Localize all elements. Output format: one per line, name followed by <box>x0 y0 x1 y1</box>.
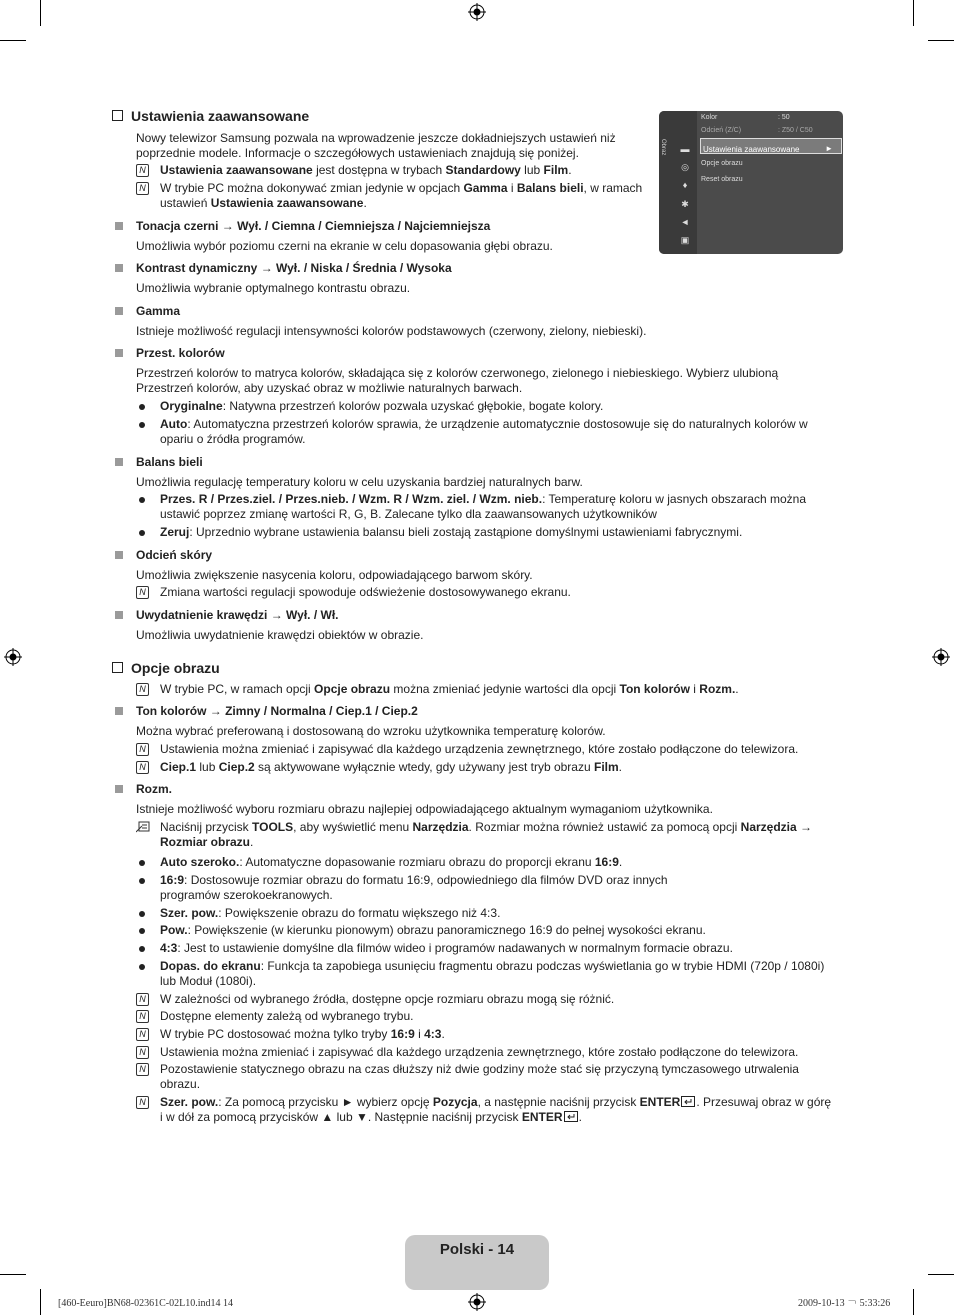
item-label-color-space: Przest. kolorów <box>136 346 225 360</box>
menu-sidebar <box>659 111 697 254</box>
square-bullet-icon <box>115 307 123 315</box>
note-tone-devices: N Ustawienia można zmieniać i zapisywać dla każdego urządzenia zewnętrznego, które zostało podłączone do telewizora. <box>136 742 836 757</box>
input-icon: ◄ <box>680 217 690 227</box>
setup-icon: ✱ <box>681 199 689 209</box>
square-bullet-icon <box>115 458 123 466</box>
note-size-devices: N Ustawienia można zmieniać i zapisywać dla każdego urządzenia zewnętrznego, które zostało podłączone do telewizora. <box>136 1045 836 1060</box>
item-label-dynamic-contrast: Kontrast dynamiczny → Wył. / Niska / Średnia / Wysoka <box>136 261 452 275</box>
item-desc-skin-tone: Umożliwia zwiększenie nasycenia koloru, odpowiadającego barwom skóry. <box>136 568 533 582</box>
square-bullet-icon <box>115 707 123 715</box>
note-advanced-modes: N Ustawienia zaawansowane jest dostępna w trybach Standardowy lub Film. <box>136 163 656 178</box>
bullet-zoom: Pow.: Powiększenie (w kierunku pionowym) obrazu panoramicznego 16:9 do pełnej wysokości ekranu. <box>136 923 836 938</box>
note-icon: N <box>136 743 149 756</box>
item-desc-color-tone: Można wybrać preferowaną i dostosowaną do wzroku użytkownika temperaturę kolorów. <box>136 724 606 738</box>
section-title-picture-options: Opcje obrazu <box>112 661 220 676</box>
registration-mark-icon <box>468 3 486 21</box>
bullet-auto: Auto: Automatyczna przestrzeń kolorów sprawia, że urządzenie automatycznie dostosowuje się do naturalnych kolorów w opariu o źródła programów. <box>136 417 836 447</box>
checkbox-icon <box>112 110 123 121</box>
crop-mark <box>928 1274 954 1275</box>
note-icon: N <box>136 1096 149 1109</box>
square-bullet-icon <box>115 611 123 619</box>
menu-row-picture-options: Opcje obrazu <box>701 160 743 167</box>
tv-menu-screenshot <box>659 111 843 254</box>
crop-mark <box>913 0 914 26</box>
picture-icon: ▬ <box>680 144 690 154</box>
registration-mark-icon <box>932 648 950 666</box>
menu-side-title: Obraz <box>660 139 666 156</box>
bullet-wide-zoom: Szer. pow.: Powiększenie obrazu do formatu większego niż 4:3. <box>136 906 836 921</box>
item-label-gamma: Gamma <box>136 304 181 318</box>
menu-row-picture-reset: Reset obrazu <box>701 176 743 183</box>
menu-row-color-value: : 50 <box>778 114 790 121</box>
note-warm-film: N Ciep.1 lub Ciep.2 są aktywowane wyłącznie wtedy, gdy używany jest tryb obrazu Film. <box>136 760 836 775</box>
note-icon: N <box>136 683 149 696</box>
note-icon: N <box>136 586 149 599</box>
remote-tools-icon <box>136 821 150 833</box>
note-tools: Naciśnij przycisk TOOLS, aby wyświetlić menu Narzędzia. Rozmiar można również ustawić za pomocą opcji Narzędzia → Rozmiar obrazu. <box>136 820 836 850</box>
sound-icon: ◎ <box>681 162 689 172</box>
note-icon: N <box>136 1046 149 1059</box>
note-icon: N <box>136 1028 149 1041</box>
crop-mark <box>0 1274 26 1275</box>
item-label-edge-enhancement: Uwydatnienie krawędzi → Wył. / Wł. <box>136 608 339 622</box>
item-desc-black-tone: Umożliwia wybór poziomu czerni na ekranie w celu dopasowania głębi obrazu. <box>136 239 553 253</box>
square-bullet-icon <box>115 222 123 230</box>
section-title-advanced: Ustawienia zaawansowane <box>112 109 309 124</box>
item-label-skin-tone: Odcień skóry <box>136 548 213 562</box>
menu-row-tint-value: : Z50 / C50 <box>778 127 813 134</box>
arrow-right-icon: ► <box>825 144 833 153</box>
crop-mark <box>40 0 41 26</box>
footer-file-info: [460-Eeuro]BN68-02361C-02L10.ind14 14 <box>58 1298 233 1309</box>
crop-mark <box>928 40 954 41</box>
intro-paragraph: Nowy telewizor Samsung pozwala na wprowadzenie jeszcze dokładniejszych ustawień niż poprzednie modele. Informacje o szczegółowych ustawieniach znajdują się poniżej. <box>136 131 616 160</box>
note-icon: N <box>136 1010 149 1023</box>
bullet-screen-fit: Dopas. do ekranu: Funkcja ta zapobiega usunięciu fragmentu obrazu podczas wyświetlania go w trybie HDMI (720p / 1080i) lub Moduł (1080i). <box>136 959 836 989</box>
note-icon: N <box>136 761 149 774</box>
bullet-dot-icon <box>139 911 145 917</box>
note-pc-picture-options: N W trybie PC, w ramach opcji Opcje obrazu można zmieniać jedynie wartości dla opcji Ton kolorów i Rozm.. <box>136 682 836 697</box>
channel-icon: ♦ <box>682 180 688 190</box>
note-static-image: N Pozostawienie statycznego obrazu na czas dłuższy niż dwie godziny może stać się przyczyną tymczasowego utrwalenia obrazu. <box>136 1062 836 1092</box>
note-size-pc: N W trybie PC dostosować można tylko tryby 16:9 i 4:3. <box>136 1027 836 1042</box>
note-icon: N <box>136 1063 149 1076</box>
bullet-dot-icon <box>139 404 145 410</box>
square-bullet-icon <box>115 785 123 793</box>
registration-mark-icon <box>468 1293 486 1311</box>
item-label-white-balance: Balans bieli <box>136 455 203 469</box>
bullet-original: Oryginalne: Natywna przestrzeń kolorów pozwala uzyskać głębokie, bogate kolory. <box>136 399 836 414</box>
note-icon: N <box>136 164 149 177</box>
note-skin-tone: N Zmiana wartości regulacji spowoduje odświeżenie dostosowywanego ekranu. <box>136 585 836 600</box>
bullet-auto-wide: Auto szeroko.: Automatyczne dopasowanie rozmiaru obrazu do proporcji ekranu 16:9. <box>136 855 836 870</box>
item-desc-white-balance: Umożliwia regulację temperatury koloru w celu uzyskania bardziej naturalnych barw. <box>136 475 583 489</box>
bullet-dot-icon <box>139 530 145 536</box>
crop-mark <box>40 1289 41 1315</box>
square-bullet-icon <box>115 349 123 357</box>
bullet-reset: Zeruj: Uprzednio wybrane ustawienia balansu bieli zostają zastąpione domyślnymi ustawieniami fabrycznymi. <box>136 525 836 540</box>
note-icon: N <box>136 182 149 195</box>
note-size-mode: N Dostępne elementy zależą od wybranego trybu. <box>136 1009 836 1024</box>
menu-row-advanced-settings: Ustawienia zaawansowane ► <box>700 138 842 154</box>
bullet-dot-icon <box>139 497 145 503</box>
crop-mark <box>913 1289 914 1315</box>
item-label-black-tone: Tonacja czerni → Wył. / Ciemna / Ciemniejsza / Najciemniejsza <box>136 219 491 233</box>
square-bullet-icon <box>115 264 123 272</box>
bullet-dot-icon <box>139 860 145 866</box>
registration-mark-icon <box>4 648 22 666</box>
bullet-dot-icon <box>139 964 145 970</box>
item-desc-dynamic-contrast: Umożliwia wybranie optymalnego kontrastu obrazu. <box>136 281 411 295</box>
note-size-source: N W zależności od wybranego źródła, dostępne opcje rozmiaru obrazu mogą się różnić. <box>136 992 836 1007</box>
page-number-box: Polski - 14 <box>405 1235 549 1290</box>
footer-timestamp: 2009-10-13 ￢ 5:33:26 <box>798 1298 891 1309</box>
item-desc-gamma: Istnieje możliwość regulacji intensywności kolorów podstawowych (czerwony, zielony, niebieski). <box>136 324 647 338</box>
bullet-dot-icon <box>139 422 145 428</box>
crop-mark <box>0 40 26 41</box>
item-desc-color-space: Przestrzeń kolorów to matryca kolorów, składająca się z kolorów czerwonego, zielonego i niebieskiego. Wybierz ulubioną Przestrzeń kolorów, aby uzyskać obraz w możliwie naturalnych barwach. <box>136 366 779 395</box>
note-pc-mode: N W trybie PC można dokonywać zmian jedynie w opcjach Gamma i Balans bieli, w ramach ustawień Ustawienia zaawansowane. <box>136 181 656 211</box>
bullet-dot-icon <box>139 878 145 884</box>
enter-icon <box>564 1111 578 1122</box>
item-label-color-tone: Ton kolorów → Zimny / Normalna / Ciep.1 / Ciep.2 <box>136 704 418 718</box>
bullet-dot-icon <box>139 946 145 952</box>
item-label-size: Rozm. <box>136 782 172 796</box>
item-desc-size: Istnieje możliwość wyboru rozmiaru obrazu najlepiej odpowiadającego aktualnym wymaganiom użytkownika. <box>136 802 713 816</box>
bullet-4-3: 4:3: Jest to ustawienie domyślne dla filmów wideo i programów nadawanych w normalnym formacie obrazu. <box>136 941 836 956</box>
square-bullet-icon <box>115 551 123 559</box>
bullet-offsets: Przes. R / Przes.ziel. / Przes.nieb. / Wzm. R / Wzm. ziel. / Wzm. nieb.: Temperaturę koloru w jasnych obszarach można ustawić poprzez zmianę wartości R, G, B. Zalecane tylko dla zaawansowanych użytkowników <box>136 492 836 522</box>
checkbox-icon <box>112 662 123 673</box>
bullet-dot-icon <box>139 928 145 934</box>
note-wide-zoom-position: N Szer. pow.: Za pomocą przycisku ► wybierz opcję Pozycja, a następnie naciśnij przycisk ENTER . Przesuwaj obraz w górę i w dół za pomocą przycisków ▲ lub ▼. Następnie naciśnij przycisk ENTER . <box>136 1095 836 1125</box>
menu-row-color: Kolor <box>701 114 718 121</box>
support-icon: ▣ <box>680 235 690 245</box>
menu-row-tint: Odcień (Z/C) <box>701 127 742 134</box>
item-desc-edge-enhancement: Umożliwia uwydatnienie krawędzi obiektów w obrazie. <box>136 628 424 642</box>
note-icon: N <box>136 993 149 1006</box>
enter-icon <box>681 1096 695 1107</box>
bullet-16-9: 16:9: Dostosowuje rozmiar obrazu do formatu 16:9, odpowiedniego dla filmów DVD oraz innych programów szerokoekranowych. <box>136 873 836 903</box>
